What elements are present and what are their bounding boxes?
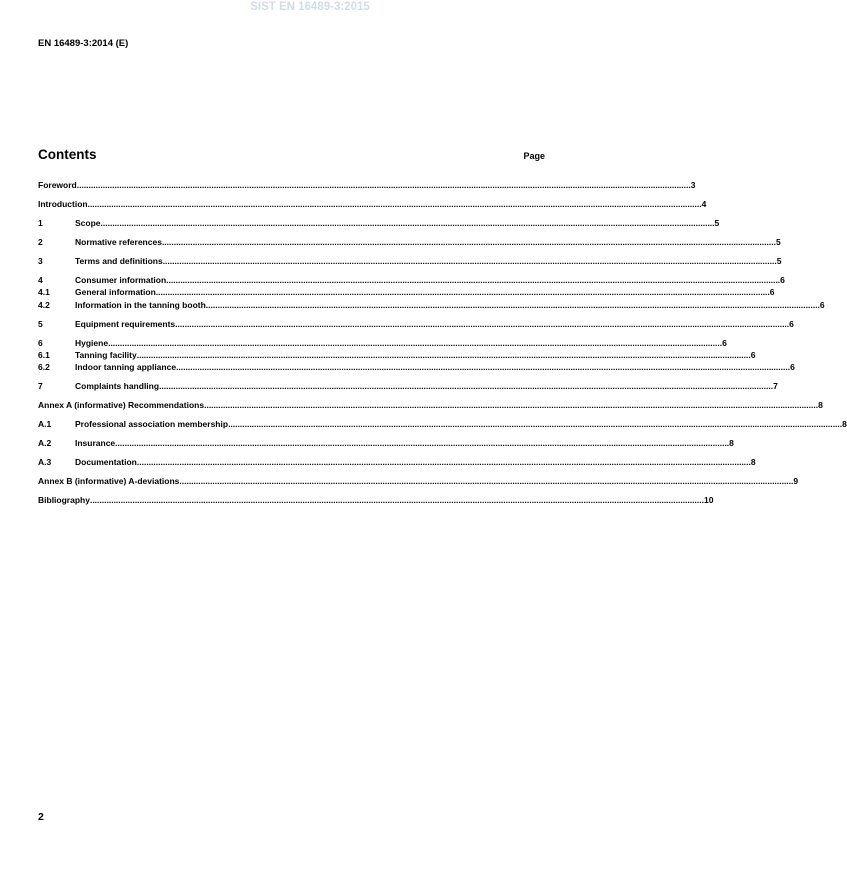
toc-entry[interactable] [38,218,720,229]
toc-entry-number: 2 [38,237,43,247]
toc-entry-number: 1 [38,218,43,228]
toc-entry-number: 4 [38,275,43,285]
toc-entry[interactable] [38,180,696,191]
watermark: SIST EN 16489-3:2015 [250,1,370,13]
toc-entry-page: 9 [793,476,799,486]
toc-entry-number: 7 [38,381,43,391]
toc-entry-page: 3 [690,180,696,190]
dot-leader: .................................................................................................................................................................................................................................................................... [136,457,751,467]
toc-entry-title: Complaints handling [75,381,160,391]
toc-entry-number: 6.2 [38,362,50,372]
toc-entry[interactable] [38,495,714,506]
dot-leader: .................................................................................................................................................................................................................................................................... [76,180,691,190]
dot-leader: .................................................................................................................................................................................................................................................................... [155,287,770,297]
toc-entry[interactable] [38,256,782,267]
toc-entry-title: Introduction [38,199,88,209]
toc-entry-page: 6 [789,319,794,329]
dot-leader: .................................................................................................................................................................................................................................................................... [108,338,723,348]
toc-entry-page: 5 [775,237,781,247]
toc-entry[interactable] [38,400,823,411]
toc-entry-title: Terms and definitions [75,256,163,266]
dot-leader: .................................................................................................................................................................................................................................................................... [205,300,820,310]
toc-entry-number: 6.1 [38,350,50,360]
toc-entry-title: Scope [75,218,101,228]
toc-entry-title: Documentation [75,457,137,467]
toc-entry-page: 6 [790,362,795,372]
toc-entry-page: 6 [722,338,727,348]
dot-leader: .................................................................................................................................................................................................................................................................... [176,362,791,372]
toc-entry-title: Annex B (informative) A-deviations [38,476,180,486]
toc-entry[interactable] [38,237,781,248]
toc-entry[interactable] [38,287,775,298]
dot-leader: .................................................................................................................................................................................................................................................................... [136,350,751,360]
toc-entry[interactable] [38,476,799,487]
dot-leader: .................................................................................................................................................................................................................................................................... [162,256,777,266]
toc-entry-page: 6 [780,275,785,285]
toc-entry-page: 5 [714,218,720,228]
toc-entry-title: Indoor tanning appliance [75,362,177,372]
toc-entry[interactable] [38,275,785,286]
toc-entry[interactable] [38,438,734,449]
toc-entry-number: 6 [38,338,43,348]
toc-entry-page: 6 [750,350,756,360]
toc-entry-title: Equipment requirements [75,319,176,329]
toc-entry-title: Consumer information [75,275,167,285]
dot-leader: .................................................................................................................................................................................................................................................................... [115,438,730,448]
dot-leader: .................................................................................................................................................................................................................................................................... [87,199,702,209]
toc-entry-page: 8 [842,419,847,429]
dot-leader: .................................................................................................................................................................................................................................................................... [100,218,715,228]
dot-leader: .................................................................................................................................................................................................................................................................... [161,237,776,247]
toc-entry-page: 7 [773,381,778,391]
toc-entry-title: Foreword [38,180,77,190]
dot-leader: .................................................................................................................................................................................................................................................................... [228,419,843,429]
dot-leader: .................................................................................................................................................................................................................................................................... [179,476,794,486]
toc-entry-title: Bibliography [38,495,90,505]
toc-entry-page: 8 [729,438,734,448]
dot-leader: .................................................................................................................................................................................................................................................................... [175,319,790,329]
toc-entry-title: Insurance [75,438,116,448]
toc-entry-page: 6 [769,287,775,297]
toc-entry-number: 5 [38,319,43,329]
toc-entry-number: 4.2 [38,300,50,310]
toc-entry[interactable] [38,350,756,361]
toc-entry-page: 8 [750,457,756,467]
dot-leader: .................................................................................................................................................................................................................................................................... [89,495,704,505]
toc-entry-title: Annex A (informative) Recommendations [38,400,205,410]
page-column-header: Page [523,151,545,161]
toc-entry[interactable] [38,419,847,430]
toc-entry[interactable] [38,381,778,392]
toc-entry-number: A.1 [38,419,52,429]
toc-entry-number: A.3 [38,457,52,467]
toc-entry-page: 10 [703,495,714,505]
toc-entry-page: 5 [776,256,782,266]
toc-entry-title: Hygiene [75,338,109,348]
page-number: 2 [38,811,44,823]
toc-entry[interactable] [38,338,727,349]
toc-entry-page: 4 [701,199,707,209]
toc-entry-number: 3 [38,256,43,266]
toc-entry[interactable] [38,362,795,373]
toc-entry-page: 6 [819,300,825,310]
toc-entry[interactable] [38,457,756,468]
toc-entry[interactable] [38,300,825,311]
toc-entry[interactable] [38,319,794,330]
toc-entry-title: General information [75,287,156,297]
toc-entry-title: Information in the tanning booth [75,300,206,310]
toc-entry[interactable] [38,199,707,210]
dot-leader: .................................................................................................................................................................................................................................................................... [204,400,819,410]
toc-entry-title: Tanning facility [75,350,137,360]
toc-entry-number: A.2 [38,438,52,448]
dot-leader: .................................................................................................................................................................................................................................................................... [166,275,781,285]
toc-entry-number: 4.1 [38,287,50,297]
dot-leader: .................................................................................................................................................................................................................................................................... [159,381,774,391]
contents-title: Contents [38,147,97,162]
toc-entry-title: Normative references [75,237,162,247]
toc-entry-page: 8 [818,400,823,410]
document-id: EN 16489-3:2014 (E) [38,38,129,49]
toc-entry-title: Professional association membership [75,419,229,429]
